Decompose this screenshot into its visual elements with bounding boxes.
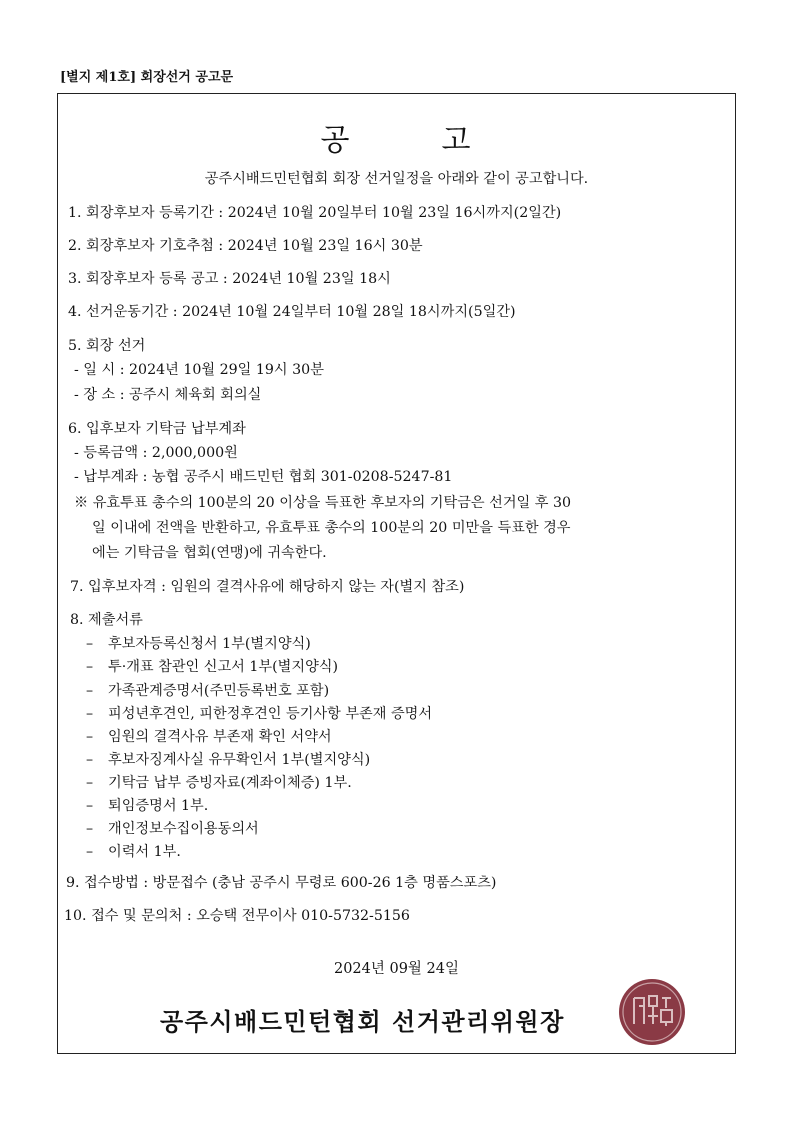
item-8-heading: 8. 제출서류 — [70, 612, 143, 628]
item-5-time: - 일 시 : 2024년 10월 29일 19시 30분 — [74, 362, 324, 378]
notice-date: 2024년 09월 24일 — [333, 961, 460, 977]
list-item: – 임원의 결격사유 부존재 확인 서약서 — [86, 729, 332, 745]
list-item: – 투·개표 참관인 신고서 1부(별지양식) — [86, 659, 339, 675]
list-item: – 기탁금 납부 증빙자료(계좌이체증) 1부. — [86, 775, 352, 791]
item-6-note-line2: 일 이내에 전액을 반환하고, 유효투표 총수의 100분의 20 미만을 득표한 경우 — [92, 520, 571, 536]
item-6-heading: 6. 입후보자 기탁금 납부계좌 — [68, 421, 246, 437]
item-6-note-line3: 에는 기탁금을 협회(연맹)에 귀속한다. — [92, 545, 327, 561]
item-5-place: - 장 소 : 공주시 체육회 회의실 — [74, 387, 262, 403]
list-item: – 가족관계증명서(주민등록번호 포함) — [86, 683, 330, 699]
title-left-char: 공 — [320, 123, 352, 158]
list-item: – 개인정보수집이용동의서 — [86, 821, 259, 837]
item-2: 2. 회장후보자 기호추첨 : 2024년 10월 23일 16시 30분 — [68, 238, 423, 254]
list-item: – 퇴임증명서 1부. — [86, 798, 209, 814]
item-1: 1. 회장후보자 등록기간 : 2024년 10월 20일부터 10월 23일 16시까지(2일간) — [68, 205, 562, 221]
item-3: 3. 회장후보자 등록 공고 : 2024년 10월 23일 18시 — [68, 271, 391, 287]
form-label: [별지 제1호] 회장선거 공고문 — [60, 70, 234, 85]
list-item: – 이력서 1부. — [86, 844, 181, 860]
item-6-amount: - 등록금액 : 2,000,000원 — [74, 445, 238, 461]
title-right-char: 고 — [441, 123, 473, 158]
list-item: – 후보자징계사실 유무확인서 1부(별지양식) — [86, 752, 371, 768]
item-9: 9. 접수방법 : 방문접수 (충남 공주시 무령로 600-26 1층 명품스포츠) — [66, 875, 497, 891]
item-6-note-line1: ※ 유효투표 총수의 100분의 20 이상을 득표한 후보자의 기탁금은 선거일 후 30 — [74, 495, 572, 511]
official-seal-icon — [616, 976, 688, 1048]
item-6-account: - 납부계좌 : 농협 공주시 배드민턴 협회 301-0208-5247-81 — [74, 469, 453, 485]
list-item: – 후보자등록신청서 1부(별지양식) — [86, 636, 311, 652]
item-5-heading: 5. 회장 선거 — [68, 338, 146, 354]
item-4: 4. 선거운동기간 : 2024년 10월 24일부터 10월 28일 18시까지(5일간) — [68, 304, 516, 320]
list-item: – 피성년후견인, 피한정후견인 등기사항 부존재 증명서 — [86, 706, 433, 722]
intro-text: 공주시배드민턴협회 회장 선거일정을 아래와 같이 공고합니다. — [204, 171, 589, 187]
page-title — [0, 115, 793, 159]
item-10: 10. 접수 및 문의처 : 오승택 전무이사 010-5732-5156 — [64, 908, 410, 924]
signature-title: 공주시배드민턴협회 선거관리위원장 — [160, 1008, 565, 1036]
item-7: 7. 입후보자격 : 임원의 결격사유에 해당하지 않는 자(별지 참조) — [70, 579, 465, 595]
